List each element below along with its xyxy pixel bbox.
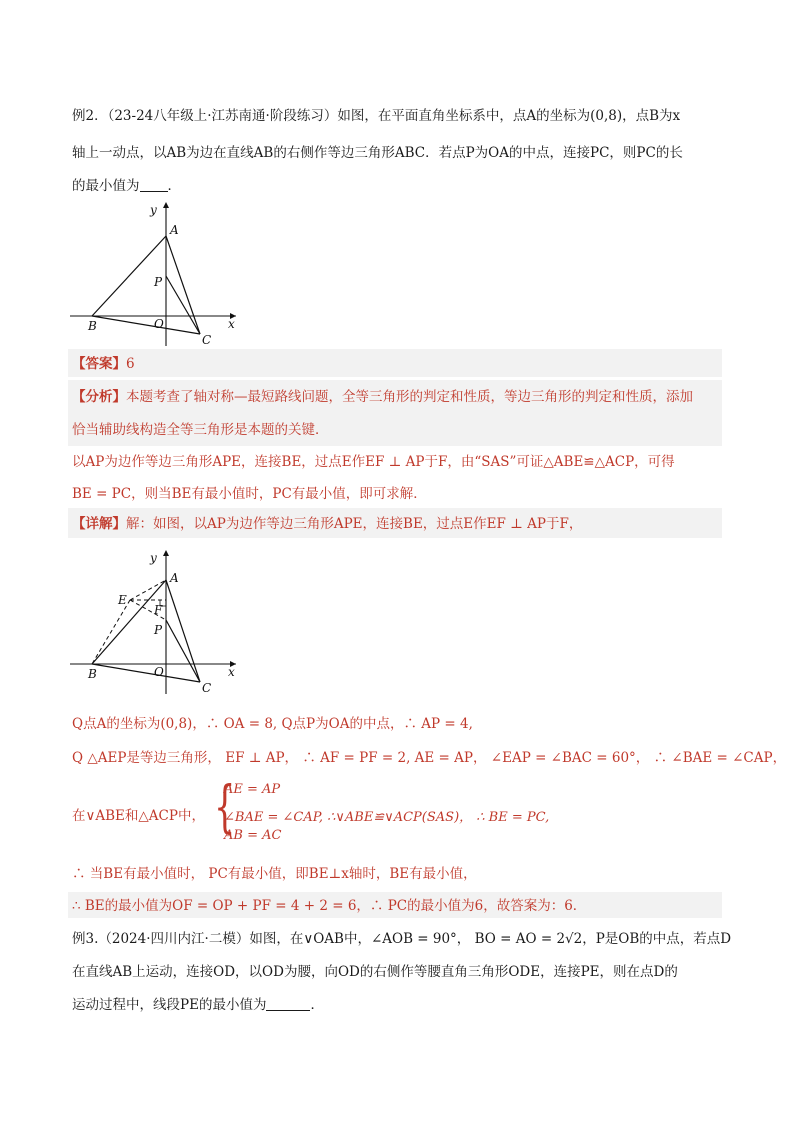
fig2-label-a: A (170, 571, 179, 585)
answer-band (68, 349, 722, 377)
detail-line1 (72, 514, 582, 534)
example3-line2: 在直线AB上运动，连接OD，以OD为腰，向OD的右侧作等腰直角三角形ODE，连接PE，则在点D的 (72, 964, 678, 980)
figure-1-svg (70, 198, 250, 348)
fig1-label-p: P (154, 275, 163, 289)
system-row3: AB = AC (224, 828, 282, 843)
solution-line2: Q △AEP是等边三角形， EF ⊥ AP， ∴ AF = PF = 2, AE = AP， ∠EAP = ∠BAC = 60°， ∴ ∠BAE = ∠CAP， (72, 750, 787, 766)
analysis-line4: BE = PC，则当BE有最小值时，PC有最小值，即可求解． (72, 486, 427, 502)
answer-line (72, 354, 135, 374)
example3-line1: 例3.（2024·四川内江·二模）如图，在∨OAB中，∠AOB = 90°， BO = AO = 2√2，P是OB的中点，若点D (72, 931, 732, 947)
fig1-label-b: B (88, 319, 97, 333)
example3-line3: 运动过程中，线段PE的最小值为 ． (72, 997, 324, 1013)
fig1-label-c: C (202, 333, 212, 347)
analysis-tag: 【分析】 (72, 389, 126, 405)
answer-value: 6 (126, 356, 135, 372)
example2-line3: 的最小值为 ． (72, 178, 181, 194)
example3-line3-text: 运动过程中，线段PE的最小值为 (72, 997, 267, 1013)
detail-text1: 解：如图，以AP为边作等边三角形APE，连接BE，过点E作EF ⊥ AP于F， (126, 516, 583, 532)
fig1-label-o: O (154, 317, 164, 331)
analysis-text1: 本题考查了轴对称—最短路线问题，全等三角形的判定和性质，等边三角形的判定和性质，添加 (126, 389, 693, 405)
answer-tag: 【答案】 (72, 356, 126, 372)
example2-line3-text: 的最小值为 (72, 178, 140, 194)
analysis-line3: 以AP为边作等边三角形APE，连接BE，过点E作EF ⊥ AP于F，由“SAS”可证△ABE≌△ACP，可得 (72, 454, 675, 470)
fig2-label-x: x (228, 665, 235, 679)
fig1-label-x: x (228, 317, 235, 331)
fig2-label-p: P (154, 623, 163, 637)
solution-line4: ∴ 当BE有最小值时， PC有最小值，即BE⊥x轴时，BE有最小值， (72, 866, 477, 882)
solution-line3-prefix: 在∨ABE和△ACP中， (72, 808, 205, 824)
system-row1: AE = AP (224, 782, 281, 797)
example2-line1: 例2．（23-24八年级上·江苏南通·阶段练习）如图，在平面直角坐标系中，点A的坐标为(0,8)，点B为x (72, 108, 681, 124)
detail-tag: 【详解】 (72, 516, 126, 532)
fig2-label-e: E (118, 593, 127, 607)
analysis-line1 (72, 387, 693, 407)
fig1-label-y: y (150, 203, 157, 217)
solution-line5: ∴ BE的最小值为OF = OP + PF = 4 + 2 = 6，∴ PC的最小值为6，故答案为：6． (72, 898, 587, 914)
figure-1 (70, 198, 250, 348)
answer-blank (140, 177, 168, 192)
system-brace: { (214, 775, 236, 840)
answer-blank-2 (266, 996, 310, 1011)
fig2-label-y: y (150, 551, 157, 565)
system-row2: ∠BAE = ∠CAP, ∴∨ABE≌∨ACP(SAS)， ∴ BE = PC, (224, 810, 550, 825)
figure-2-svg (70, 546, 250, 696)
solution-line1: Q点A的坐标为(0,8)，∴ OA = 8, Q点P为OA的中点，∴ AP = 4, (72, 716, 473, 732)
fig2-label-f: F (154, 603, 163, 617)
fig2-label-c: C (202, 681, 212, 695)
analysis-line2: 恰当辅助线构造全等三角形是本题的关键． (72, 422, 329, 438)
fig2-label-o: O (154, 665, 164, 679)
figure-2 (70, 546, 250, 696)
fig2-label-b: B (88, 667, 97, 681)
example2-line2: 轴上一动点，以AB为边在直线AB的右侧作等边三角形ABC．若点P为OA的中点，连接PC，则PC的长 (72, 145, 683, 161)
fig1-label-a: A (170, 223, 179, 237)
